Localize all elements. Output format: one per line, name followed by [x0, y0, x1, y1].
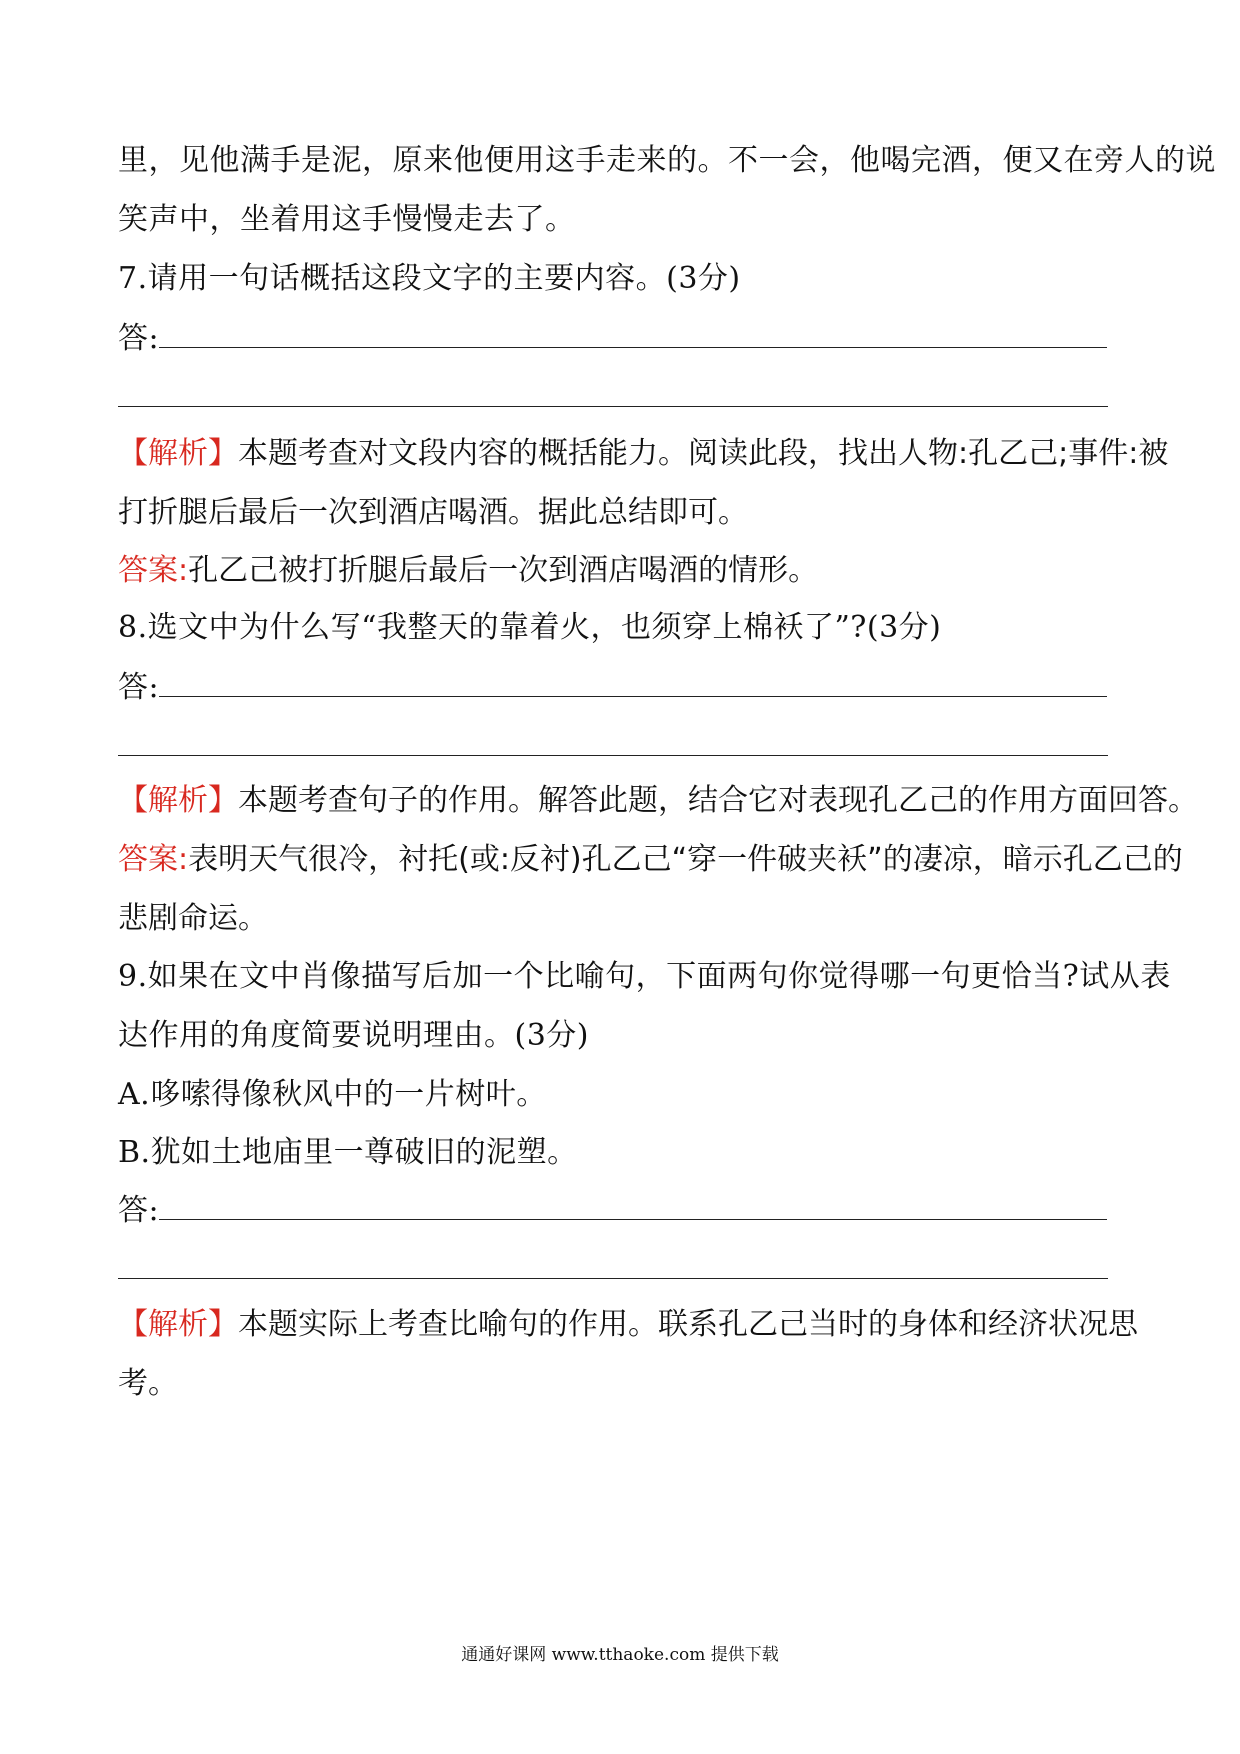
q7-answer-blank-1[interactable]	[159, 345, 1107, 348]
q9-question-line-1: 9.如果在文中肖像描写后加一个比喻句，下面两句你觉得哪一句更恰当?试从表	[118, 959, 1171, 994]
q7-analysis-line-2: 打折腿后最后一次到酒店喝酒。据此总结即可。	[118, 495, 748, 530]
q9-analysis-text-1: 本题实际上考查比喻句的作用。联系孔乙己当时的身体和经济状况思	[238, 1307, 1138, 1342]
q7-answer-line	[118, 321, 1107, 356]
q8-answer-tag: 答案:	[118, 842, 189, 877]
q9-option-b: B.犹如土地庙里一尊破旧的泥塑。	[118, 1135, 578, 1170]
q7-analysis-text-1: 本题考查对文段内容的概括能力。阅读此段，找出人物:孔乙己;事件:被	[238, 436, 1169, 471]
q7-analysis-tag: 【解析】	[118, 436, 238, 471]
q8-analysis-text: 本题考查句子的作用。解答此题，结合它对表现孔乙己的作用方面回答。	[238, 783, 1198, 818]
q8-analysis-tag: 【解析】	[118, 783, 238, 818]
q7-answer	[118, 553, 819, 588]
q8-answer-text-1: 表明天气很冷，衬托(或:反衬)孔乙己“穿一件破夹袄”的凄凉，暗示孔乙己的	[188, 842, 1183, 877]
q7-answer-prefix: 答:	[118, 321, 160, 356]
q9-analysis-tag: 【解析】	[118, 1307, 238, 1342]
q7-answer-text: 孔乙己被打折腿后最后一次到酒店喝酒的情形。	[188, 553, 819, 588]
q9-answer-blank-1[interactable]	[159, 1217, 1107, 1220]
q7-analysis-line-1	[118, 436, 1169, 471]
page-footer: 通通好课网 www.tthaoke.com 提供下载	[461, 1645, 779, 1665]
q7-answer-blank-2[interactable]	[118, 406, 1108, 407]
q8-analysis-line	[118, 783, 1198, 818]
q7-question: 7.请用一句话概括这段文字的主要内容。(3分)	[118, 261, 741, 296]
q9-question-line-2: 达作用的角度简要说明理由。(3分)	[118, 1018, 589, 1053]
passage-line-1: 里，见他满手是泥，原来他便用这手走来的。不一会，他喝完酒，便又在旁人的说	[118, 143, 1216, 178]
q9-analysis-line-2: 考。	[118, 1366, 178, 1401]
q8-answer-line-1	[118, 842, 1183, 877]
q9-answer-prefix: 答:	[118, 1193, 160, 1228]
q8-answer-blank-2[interactable]	[118, 755, 1108, 756]
q8-answer-line-2: 悲剧命运。	[118, 901, 268, 936]
q8-answer-blank-1[interactable]	[159, 694, 1107, 697]
q8-answer-line	[118, 670, 1107, 705]
q9-analysis-line-1	[118, 1307, 1138, 1342]
q9-answer-line	[118, 1193, 1107, 1228]
q9-answer-blank-2[interactable]	[118, 1278, 1108, 1279]
passage-line-2: 笑声中，坐着用这手慢慢走去了。	[118, 202, 576, 237]
q9-option-a: A.哆嗦得像秋风中的一片树叶。	[118, 1077, 547, 1112]
q8-question: 8.选文中为什么写“我整天的靠着火，也须穿上棉袄了”?(3分)	[118, 610, 942, 645]
q7-answer-tag: 答案:	[118, 553, 189, 588]
q8-answer-prefix: 答:	[118, 670, 160, 705]
